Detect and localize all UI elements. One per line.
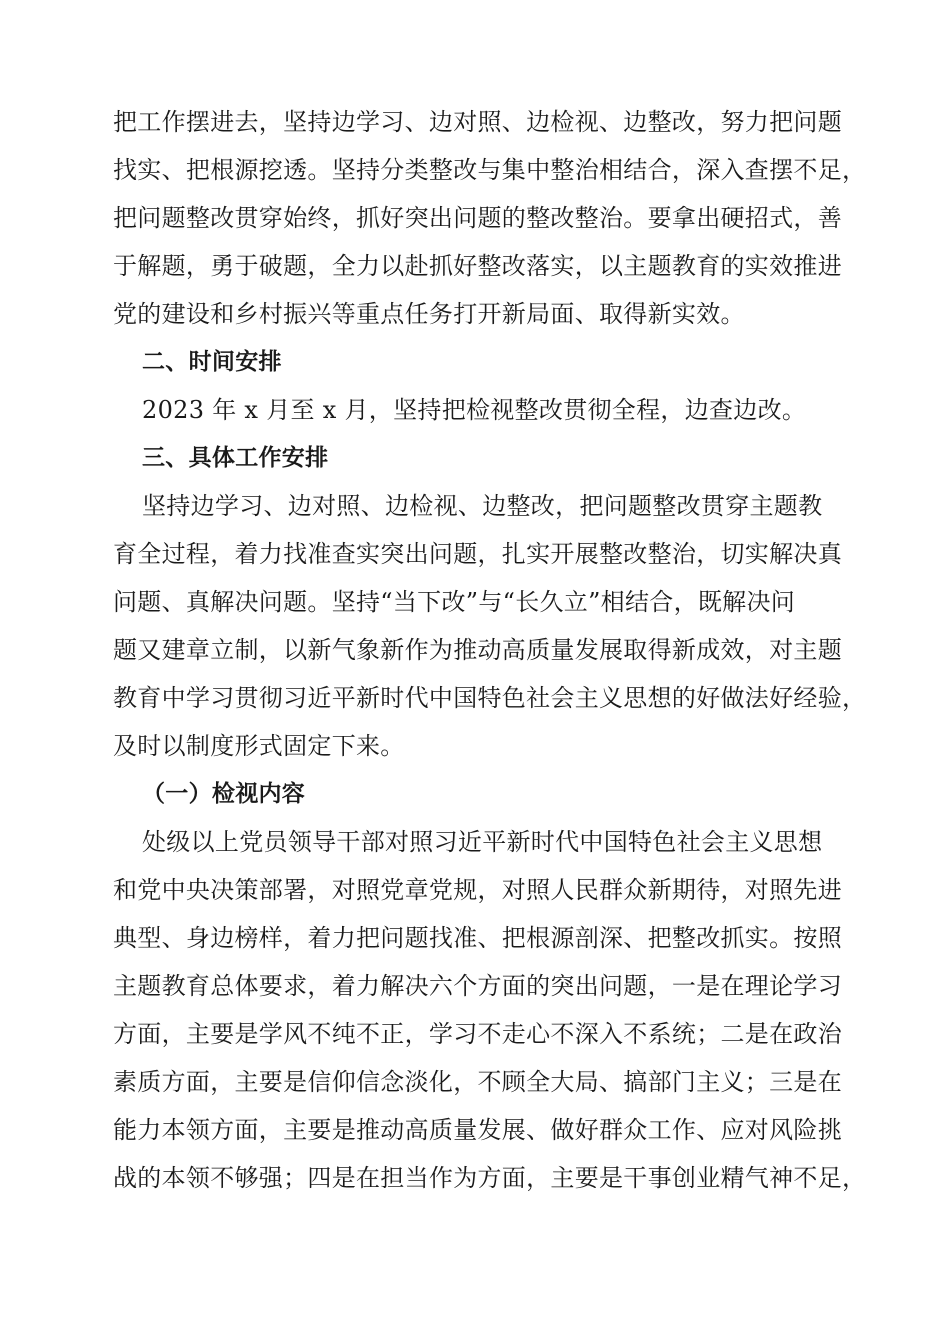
text-line: 能力本领方面，主要是推动高质量发展、做好群众工作、应对风险挑 xyxy=(113,1116,842,1144)
section-heading-work-arrangement: 三、具体工作安排 xyxy=(142,445,329,471)
text-line: 把问题整改贯穿始终，抓好突出问题的整改整治。要拿出硬招式，善 xyxy=(113,204,842,232)
text-line: 党的建设和乡村振兴等重点任务打开新局面、取得新实效。 xyxy=(113,300,745,328)
paragraph-review-content xyxy=(113,818,873,1202)
subsection-heading-review: （一）检视内容 xyxy=(142,781,306,807)
section-heading-time: 二、时间安排 xyxy=(142,349,282,375)
text-line: 教育中学习贯彻习近平新时代中国特色社会主义思想的好做法好经验， xyxy=(113,684,867,712)
text-line: 2023 年 x 月至 x 月，坚持把检视整改贯彻全程，边查边改。 xyxy=(142,396,807,424)
text-line: 素质方面，主要是信仰信念淡化，不顾全大局、搞部门主义；三是在 xyxy=(113,1068,842,1096)
text-line: 坚持边学习、边对照、边检视、边整改，把问题整改贯穿主题教 xyxy=(142,492,823,520)
text-line: 把工作摆进去，坚持边学习、边对照、边检视、边整改，努力把问题 xyxy=(113,108,842,136)
text-line: 问题、真解决问题。坚持“当下改”与“长久立”相结合，既解决问 xyxy=(113,588,796,616)
text-line: 主题教育总体要求，着力解决六个方面的突出问题，一是在理论学习 xyxy=(113,972,842,1000)
text-line: 方面，主要是学风不纯不正，学习不走心不深入不系统；二是在政治 xyxy=(113,1020,842,1048)
text-line: 题又建章立制，以新气象新作为推动高质量发展取得新成效，对主题 xyxy=(113,636,842,664)
paragraph-time xyxy=(113,386,873,434)
text-line: 和党中央决策部署，对照党章党规，对照人民群众新期待，对照先进 xyxy=(113,876,842,904)
paragraph-work-arrangement xyxy=(113,482,873,770)
document-body xyxy=(113,98,873,1202)
text-line: 育全过程，着力找准查实突出问题，扎实开展整改整治，切实解决真 xyxy=(113,540,842,568)
text-line: 找实、把根源挖透。坚持分类整改与集中整治相结合，深入查摆不足， xyxy=(113,156,867,184)
text-line: 战的本领不够强；四是在担当作为方面，主要是干事创业精气神不足， xyxy=(113,1164,867,1192)
text-line: 及时以制度形式固定下来。 xyxy=(113,732,405,760)
text-line: 典型、身边榜样，着力把问题找准、把根源剖深、把整改抓实。按照 xyxy=(113,924,842,952)
text-line: 于解题，勇于破题，全力以赴抓好整改落实，以主题教育的实效推进 xyxy=(113,252,842,280)
text-line: 处级以上党员领导干部对照习近平新时代中国特色社会主义思想 xyxy=(142,828,823,856)
paragraph-work-approach xyxy=(113,98,873,338)
